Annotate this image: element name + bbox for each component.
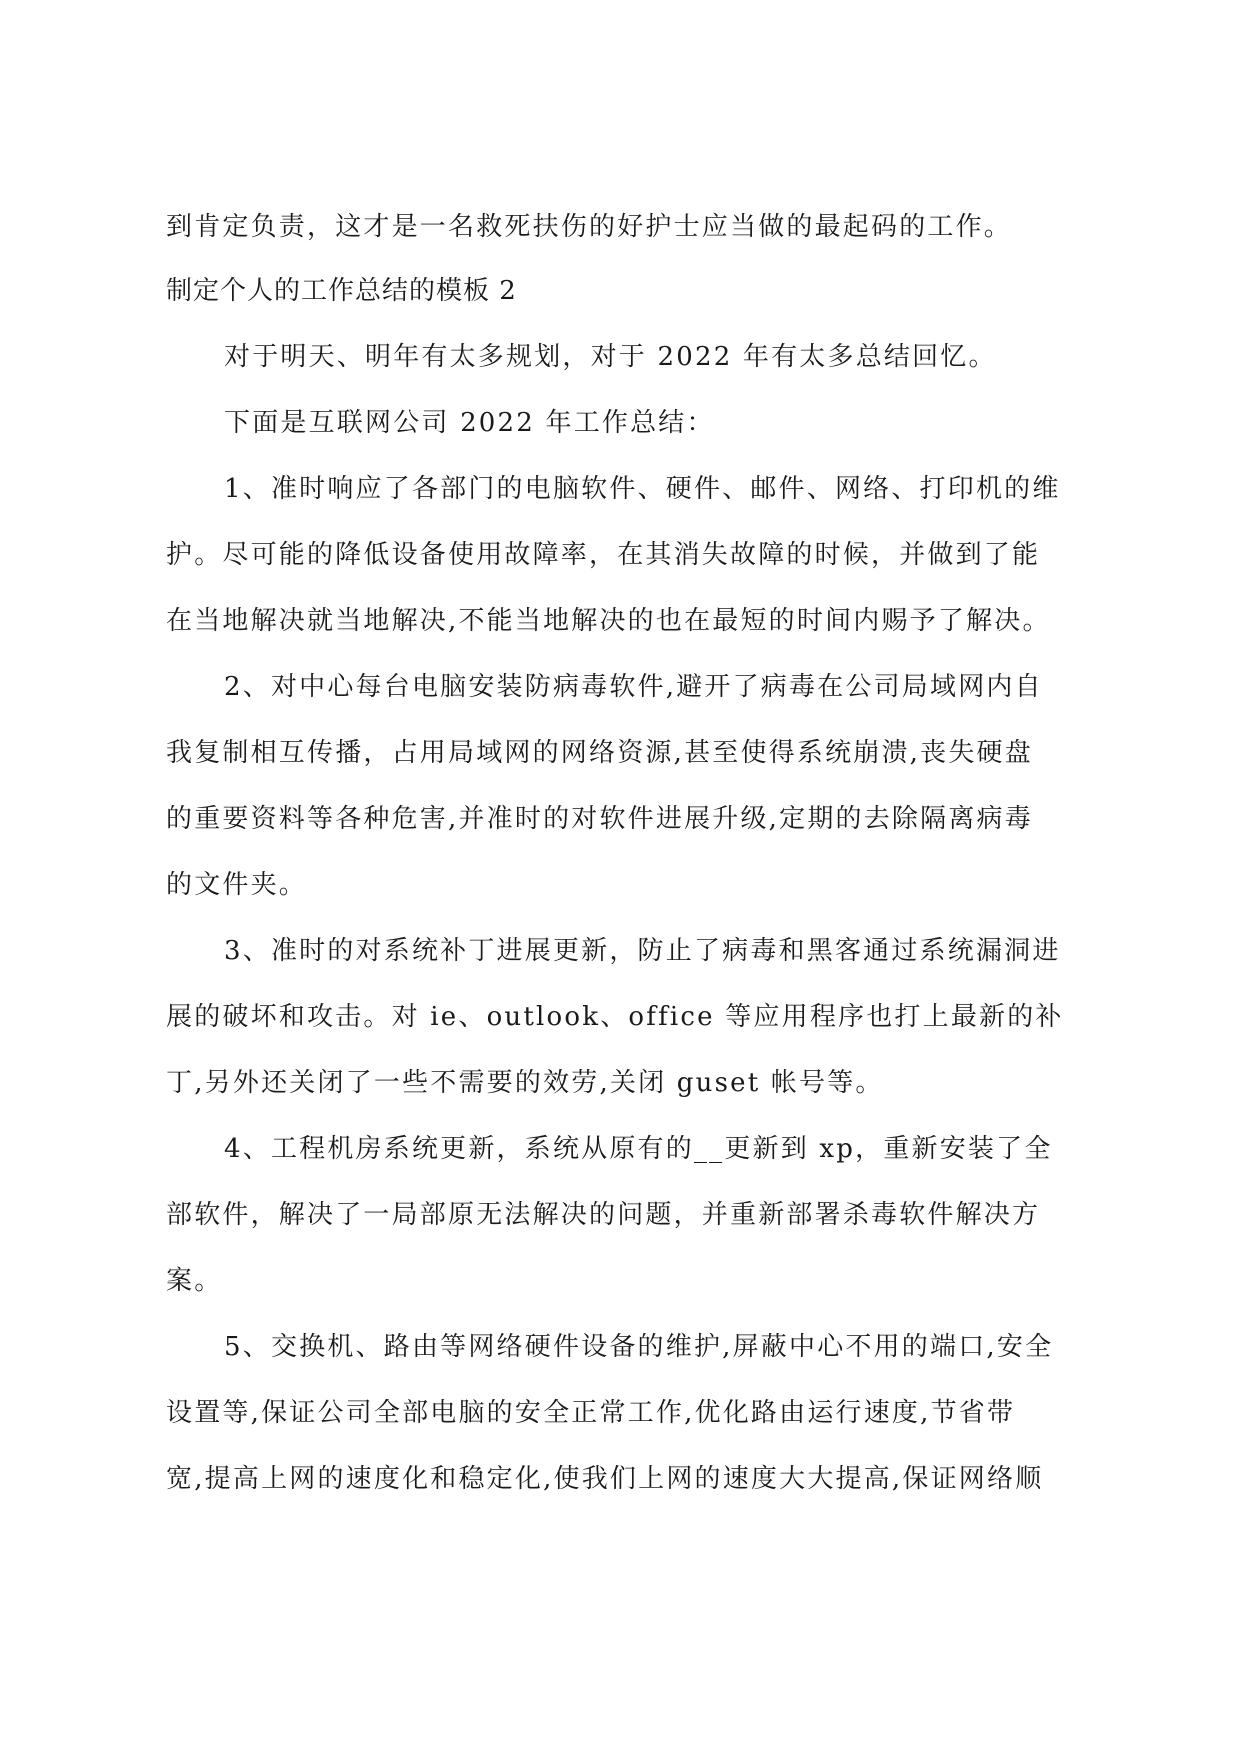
text-line: 4、工程机房系统更新，系统从原有的__更新到 xp，重新安装了全: [224, 1134, 1053, 1164]
text-line: 案。: [166, 1266, 223, 1296]
text-line: 对于明天、明年有太多规划，对于 2022 年有太多总结回忆。: [224, 342, 997, 372]
text-line: 丁,另外还关闭了一些不需要的效劳,关闭 guset 帐号等。: [166, 1068, 884, 1098]
text-line: 展的破坏和攻击。对 ie、outlook、office 等应用程序也打上最新的补: [166, 1002, 1064, 1032]
text-line: 宽,提高上网的速度化和稳定化,使我们上网的速度大大提高,保证网络顺: [166, 1464, 1044, 1494]
text-line: 5、交换机、路由等网络硬件设备的维护,屏蔽中心不用的端口,安全: [224, 1332, 1054, 1362]
text-line: 1、准时响应了各部门的电脑软件、硬件、邮件、网络、打印机的维: [224, 474, 1061, 504]
text-line: 在当地解决就当地解决,不能当地解决的也在最短的时间内赐予了解决。: [166, 606, 1051, 636]
text-line: 下面是互联网公司 2022 年工作总结：: [224, 408, 715, 438]
text-line: 设置等,保证公司全部电脑的安全正常工作,优化路由运行速度,节省带: [166, 1398, 1016, 1428]
text-line: 的文件夹。: [166, 870, 308, 900]
section-heading: 制定个人的工作总结的模板 2: [166, 276, 517, 306]
text-line: 部软件，解决了一局部原无法解决的问题，并重新部署杀毒软件解决方: [166, 1200, 1041, 1230]
text-line: 3、准时的对系统补丁进展更新，防止了病毒和黑客通过系统漏洞进: [224, 936, 1061, 966]
text-line: 我复制相互传播，占用局域网的网络资源,甚至使得系统崩溃,丧失硬盘: [166, 738, 1033, 768]
text-line: 2、对中心每台电脑安装防病毒软件,避开了病毒在公司局域网内自: [224, 672, 1043, 702]
text-line: 到肯定负责，这才是一名救死扶伤的好护士应当做的最起码的工作。: [166, 212, 1013, 242]
text-line: 护。尽可能的降低设备使用故障率，在其消失故障的时候，并做到了能: [166, 540, 1041, 570]
text-line: 的重要资料等各种危害,并准时的对软件进展升级,定期的去除隔离病毒: [166, 804, 1033, 834]
